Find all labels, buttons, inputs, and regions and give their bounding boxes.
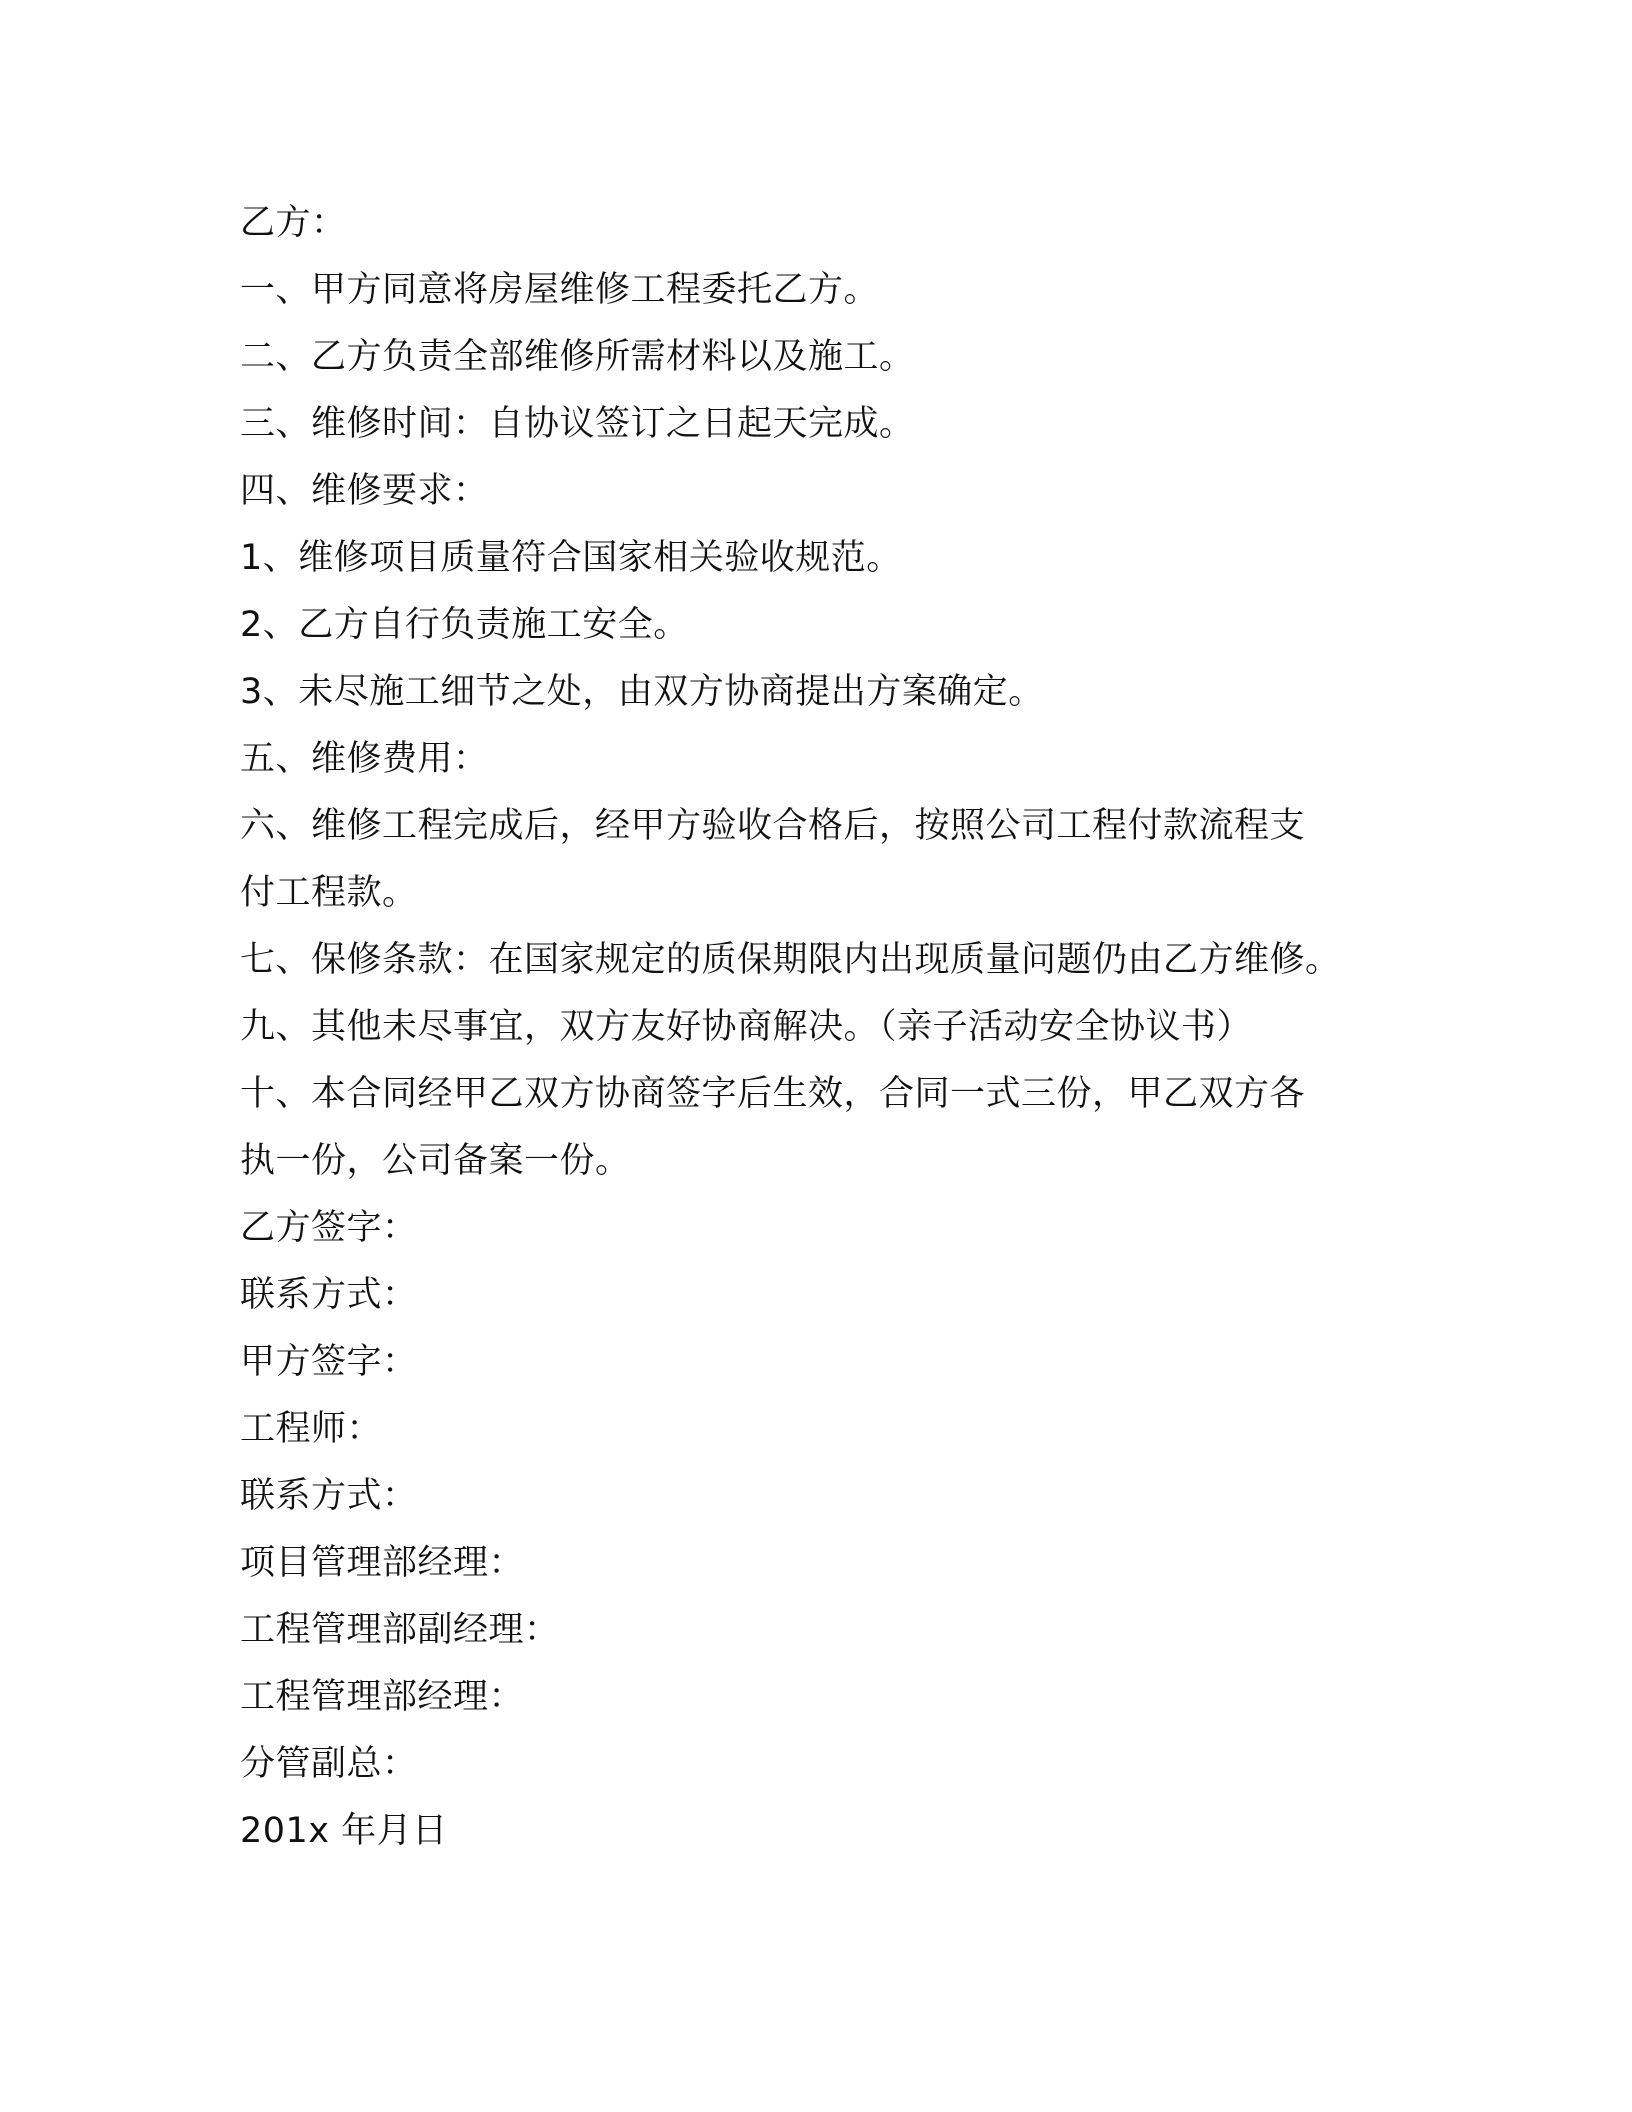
engineering-manager-label: 工程管理部经理：	[240, 1677, 525, 1717]
project-manager-label: 项目管理部经理：	[240, 1543, 525, 1583]
date-line: 201x 年月日	[240, 1811, 448, 1851]
clause-9: 九、其他未尽事宜，双方友好协商解决。（亲子活动安全协议书）	[240, 1007, 1253, 1047]
requirement-3: 3、未尽施工细节之处，由双方协商提出方案确定。	[240, 672, 1044, 712]
clause-10-line-1: 十、本合同经甲乙双方协商签字后生效，合同一式三份，甲乙双方各	[240, 1074, 1306, 1114]
clause-6-line-2: 付工程款。	[240, 873, 418, 913]
clause-5-heading: 五、维修费用：	[240, 739, 489, 779]
requirement-1: 1、维修项目质量符合国家相关验收规范。	[240, 538, 902, 578]
party-b-contact-label: 联系方式：	[240, 1275, 418, 1315]
requirement-2: 2、乙方自行负责施工安全。	[240, 605, 689, 645]
party-a-signature-label: 甲方签字：	[240, 1342, 418, 1382]
engineer-label: 工程师：	[240, 1409, 383, 1449]
engineer-contact-label: 联系方式：	[240, 1476, 418, 1516]
clause-1: 一、甲方同意将房屋维修工程委托乙方。	[240, 270, 880, 310]
vice-president-label: 分管副总：	[240, 1744, 418, 1784]
clause-10-line-2: 执一份，公司备案一份。	[240, 1141, 631, 1181]
clause-2: 二、乙方负责全部维修所需材料以及施工。	[240, 337, 915, 377]
document-body	[240, 190, 1390, 1865]
clause-4-heading: 四、维修要求：	[240, 471, 489, 511]
party-b-label: 乙方：	[240, 203, 347, 243]
clause-6-line-1: 六、维修工程完成后，经甲方验收合格后，按照公司工程付款流程支	[240, 806, 1306, 846]
party-b-signature-label: 乙方签字：	[240, 1208, 418, 1248]
clause-7: 七、保修条款：在国家规定的质保期限内出现质量问题仍由乙方维修。	[240, 940, 1341, 980]
deputy-engineering-manager-label: 工程管理部副经理：	[240, 1610, 560, 1650]
clause-3: 三、维修时间：自协议签订之日起天完成。	[240, 404, 915, 444]
